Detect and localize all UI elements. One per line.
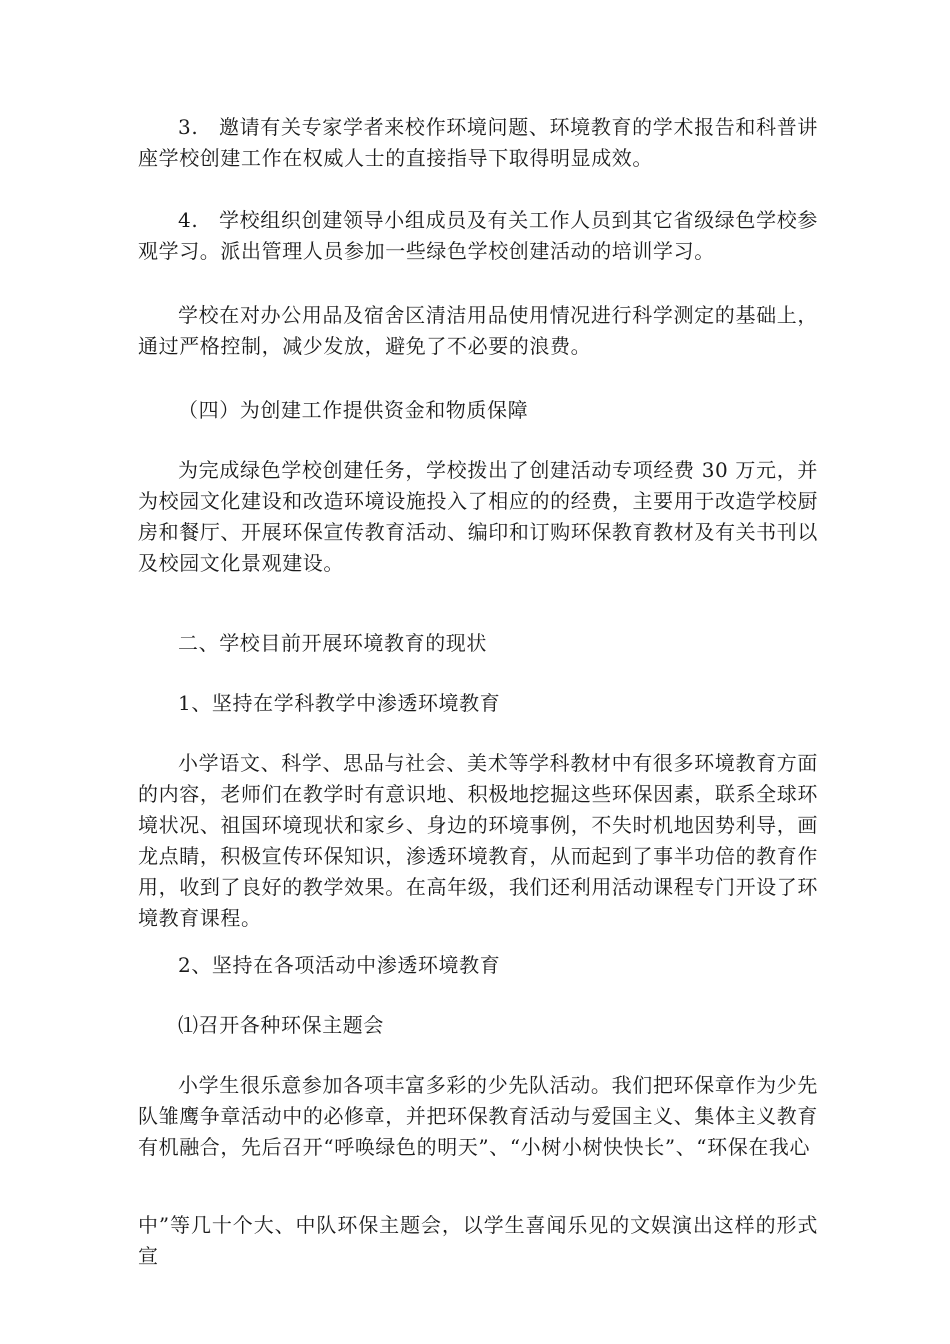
paragraph-subject-teaching: 小学语文、科学、思品与社会、美术等学科教材中有很多环境教育方面的内容，老师们在教学时有意识地、积极地挖掘这些环保因素，联系全球环境状况、祖国环境现状和家乡、身边的环境事例，不失时机地因势利导，画龙点睛，积极宣传环保知识，渗透环境教育，从而起到了事半功倍的教育作用，收到了良好的教学效果。在高年级，我们还利用活动课程专门开设了环境教育课程。 [138, 751, 818, 930]
section-heading-funding: （四）为创建工作提供资金和物质保障 [178, 398, 529, 422]
subheading-theme-meetings: ⑴召开各种环保主题会 [178, 1013, 384, 1037]
subheading-activities: 2、坚持在各项活动中渗透环境教育 [178, 953, 501, 977]
paragraph-cost-control: 学校在对办公用品及宿舍区清洁用品使用情况进行科学测定的基础上，通过严格控制，减少发放，避免了不必要的浪费。 [138, 303, 818, 358]
paragraph-theme-meetings: 小学生很乐意参加各项丰富多彩的少先队活动。我们把环保章作为少先队雏鹰争章活动中的必修章，并把环保教育活动与爱国主义、集体主义教育有机融合，先后召开“呼唤绿色的明天”、“小树小树快快长”、“环保在我心 [138, 1073, 818, 1159]
section-heading-current-status: 二、学校目前开展环境教育的现状 [178, 631, 487, 655]
subheading-subject-teaching: 1、坚持在学科教学中渗透环境教育 [178, 691, 501, 715]
paragraph-item-4: 4. 学校组织创建领导小组成员及有关工作人员到其它省级绿色学校参观学习。派出管理人员参加一些绿色学校创建活动的培训学习。 [138, 208, 818, 263]
paragraph-item-3: 3. 邀请有关专家学者来校作环境问题、环境教育的学术报告和科普讲座学校创建工作在权威人士的直接指导下取得明显成效。 [138, 115, 818, 170]
paragraph-continuation: 中”等几十个大、中队环保主题会，以学生喜闻乐见的文娱演出这样的形式宣 [138, 1213, 818, 1268]
paragraph-funding: 为完成绿色学校创建任务，学校拨出了创建活动专项经费 30 万元，并为校园文化建设和改造环境设施投入了相应的的经费，主要用于改造学校厨房和餐厅、开展环保宣传教育活动、编印和订购环保教育教材及有关书刊以及校园文化景观建设。 [138, 458, 818, 575]
